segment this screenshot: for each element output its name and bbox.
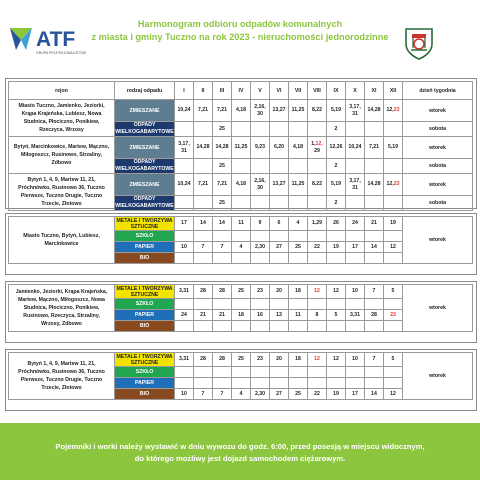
date-cell: 28: [194, 285, 213, 299]
region-cell: Bytyń, Marcinkowice, Martew, Mączno, Miłogoszcz, Rusinowo, Strzaliny, Zdbowo: [9, 137, 115, 174]
page-title: [90, 18, 390, 44]
date-cell: 17: [175, 217, 194, 231]
footer-line-2: do którego możliwy jest dojazd samochodem ciężarowym.: [134, 454, 346, 463]
weekday-cell: wtorek: [403, 174, 473, 196]
date-cell: [327, 253, 346, 264]
date-cell: [175, 159, 194, 174]
date-cell: 4: [289, 217, 308, 231]
table-row-metal: [9, 353, 473, 367]
date-cell: [346, 196, 365, 211]
date-cell: 1,29: [308, 217, 327, 231]
date-cell: [194, 231, 213, 242]
date-cell: 9,23: [251, 137, 270, 159]
date-cell: 12,23: [384, 174, 403, 196]
date-cell: 4,18: [289, 137, 308, 159]
date-cell: 4: [232, 242, 251, 253]
date-cell: 12: [308, 285, 327, 299]
atf-logo-mark-icon: [8, 26, 34, 52]
date-cell: [365, 159, 384, 174]
weekday-cell: wtorek: [403, 217, 473, 264]
date-cell: 28: [213, 353, 232, 367]
date-cell: [175, 196, 194, 211]
date-cell: [270, 253, 289, 264]
segregated-waste-table-3: [8, 352, 473, 400]
table-row-metal: [9, 285, 473, 299]
date-cell: 3,17, 31: [175, 137, 194, 159]
column-header-month: XI: [365, 82, 384, 100]
column-header-month: I: [175, 82, 194, 100]
date-cell: 2: [327, 196, 346, 211]
date-cell: [232, 367, 251, 378]
date-cell: 14,28: [365, 100, 384, 122]
segregated-waste-table-2: [8, 284, 473, 332]
date-cell: [175, 378, 194, 389]
date-cell: [175, 231, 194, 242]
title-line-2: z miasta i gminy Tuczno na rok 2023 - nieruchomości jednorodzinne: [91, 32, 389, 42]
date-cell: [346, 253, 365, 264]
weekday-cell: wtorek: [403, 353, 473, 400]
date-cell: [289, 196, 308, 211]
date-cell: 10,24: [175, 100, 194, 122]
date-cell: [232, 196, 251, 211]
date-cell: 11,25: [289, 174, 308, 196]
footer-line-1: Pojemniki i worki należy wystawić w dniu wywozu do godz. 6:00, przed posesją w miejscu widocznym,: [55, 442, 425, 451]
waste-type-mixed: ZMIESZANE: [115, 100, 175, 122]
date-cell: [251, 122, 270, 137]
atf-logo: [8, 26, 98, 60]
date-cell: 7,21: [213, 100, 232, 122]
date-cell: [365, 231, 384, 242]
date-cell: [308, 299, 327, 310]
weekday-cell: sobota: [403, 122, 473, 137]
column-header-month: VIII: [308, 82, 327, 100]
date-cell: 6: [270, 217, 289, 231]
title-line-1: Harmonogram odbioru odpadów komunalnych: [137, 19, 343, 29]
date-cell: [175, 122, 194, 137]
date-cell: 3,17, 31: [346, 174, 365, 196]
date-cell: [251, 378, 270, 389]
date-cell: [175, 367, 194, 378]
column-header-waste-type: rodzaj odpadu: [115, 82, 175, 100]
date-cell: [175, 299, 194, 310]
logo-subtext: GRUPA PROFESJONALISTÓW: [36, 51, 87, 55]
date-cell: 5: [384, 285, 403, 299]
date-cell: [289, 159, 308, 174]
date-cell: 4: [232, 389, 251, 400]
date-cell: 20: [270, 353, 289, 367]
waste-type-glass: SZKŁO: [115, 367, 175, 378]
column-header-month: II: [194, 82, 213, 100]
date-cell: 12: [308, 353, 327, 367]
date-cell: [232, 378, 251, 389]
column-header-month: V: [251, 82, 270, 100]
waste-type-bio: BIO: [115, 389, 175, 400]
date-cell: 9: [251, 217, 270, 231]
date-cell: 5: [384, 353, 403, 367]
date-cell: 20: [270, 285, 289, 299]
date-cell: [194, 159, 213, 174]
date-cell: 28: [213, 285, 232, 299]
date-cell: 25: [289, 242, 308, 253]
date-cell: [175, 321, 194, 332]
date-cell: 25: [213, 122, 232, 137]
date-cell: 7: [213, 242, 232, 253]
waste-type-paper: PAPIER: [115, 242, 175, 253]
date-cell: 12: [327, 353, 346, 367]
date-cell: 3,31: [346, 310, 365, 321]
date-cell: [270, 378, 289, 389]
date-cell: 8,22: [308, 100, 327, 122]
column-header-weekday: dzień tygodnia: [403, 82, 473, 100]
date-cell: 2,16, 30: [251, 100, 270, 122]
date-cell: 19: [384, 217, 403, 231]
date-cell: [270, 196, 289, 211]
date-cell: [194, 253, 213, 264]
date-cell: [270, 231, 289, 242]
date-cell: [213, 231, 232, 242]
date-cell: [251, 253, 270, 264]
date-cell: [308, 196, 327, 211]
table-row-mixed: [9, 174, 473, 196]
date-cell: 7: [213, 389, 232, 400]
date-cell: 6,20: [270, 137, 289, 159]
waste-type-bulky: ODPADY WIELKOGABARYTOWE: [115, 159, 174, 172]
date-cell: 3,31: [175, 285, 194, 299]
date-cell: 14: [194, 217, 213, 231]
date-cell: 5,19: [384, 137, 403, 159]
date-cell: [384, 253, 403, 264]
date-cell: [384, 196, 403, 211]
date-cell: [346, 321, 365, 332]
waste-type-glass: SZKŁO: [115, 231, 175, 242]
date-cell: [232, 299, 251, 310]
region-cell: Miasto Tuczno, Jamienko, Jeziorki, Krąpa Krajeńska, Lubiesz, Nowa Studnica, Płociczno, Ponikiew, Rzeczyca, Wrzosy: [9, 100, 115, 137]
date-cell: 3,31: [175, 353, 194, 367]
date-cell: 24: [175, 310, 194, 321]
date-cell: [289, 231, 308, 242]
date-cell: 4,18: [232, 174, 251, 196]
date-cell: 17: [346, 242, 365, 253]
date-cell: [251, 367, 270, 378]
date-cell: 5,19: [327, 174, 346, 196]
date-cell: 10,24: [175, 174, 194, 196]
date-cell: 21: [365, 217, 384, 231]
date-cell: 11: [289, 310, 308, 321]
date-cell: [289, 367, 308, 378]
date-cell: 27: [270, 389, 289, 400]
date-cell: 12,23: [384, 100, 403, 122]
date-cell: 14: [365, 242, 384, 253]
column-header-month: VII: [289, 82, 308, 100]
date-cell: [346, 122, 365, 137]
date-cell: [289, 299, 308, 310]
date-cell: 5: [327, 310, 346, 321]
date-cell: 23: [251, 353, 270, 367]
date-cell: 7: [194, 389, 213, 400]
date-cell: 11,25: [289, 100, 308, 122]
table-row-metal: [9, 217, 473, 231]
waste-type-bio: BIO: [115, 253, 175, 264]
date-cell: [270, 321, 289, 332]
date-cell: [194, 299, 213, 310]
waste-type-bulky: ODPADY WIELKOGABARYTOWE: [115, 122, 174, 135]
date-cell: [194, 321, 213, 332]
date-cell: [327, 367, 346, 378]
date-cell: 10: [346, 353, 365, 367]
date-cell: 21: [213, 310, 232, 321]
date-cell: 2,16, 30: [251, 174, 270, 196]
date-cell: [384, 378, 403, 389]
date-cell: [194, 378, 213, 389]
date-cell: [365, 196, 384, 211]
date-cell: [308, 231, 327, 242]
date-cell: 26: [327, 217, 346, 231]
date-cell: [308, 253, 327, 264]
waste-type-glass: SZKŁO: [115, 299, 175, 310]
date-cell: [270, 122, 289, 137]
date-cell: 25: [213, 196, 232, 211]
date-cell: [289, 253, 308, 264]
date-cell: 7,21: [213, 174, 232, 196]
date-cell: 13,27: [270, 174, 289, 196]
waste-type-metal: METALE I TWORZYWA SZTUCZNE: [116, 285, 173, 298]
date-cell: 19: [327, 389, 346, 400]
date-cell: [270, 299, 289, 310]
date-cell: [308, 367, 327, 378]
date-cell: [251, 159, 270, 174]
weekday-cell: wtorek: [403, 137, 473, 159]
date-cell: [384, 367, 403, 378]
date-cell: [175, 253, 194, 264]
date-cell: [232, 253, 251, 264]
date-cell: 18: [289, 353, 308, 367]
date-cell: [289, 122, 308, 137]
date-cell: 2,30: [251, 242, 270, 253]
date-cell: 3,17, 31: [346, 100, 365, 122]
waste-type-mixed: ZMIESZANE: [115, 137, 175, 159]
date-cell: 12: [327, 285, 346, 299]
date-cell: [289, 321, 308, 332]
region-cell: Bytyń 1, 4, 9, Martew 11, 21, Próchnówko, Rusinowo 36, Tuczno Pierwsze, Tuczno Drugie, Tuczno Trzecie, Złotowo: [9, 353, 115, 400]
date-cell: 2,30: [251, 389, 270, 400]
column-header-month: IV: [232, 82, 251, 100]
date-cell: 14: [213, 217, 232, 231]
date-cell: 23: [251, 285, 270, 299]
date-cell: 7: [365, 353, 384, 367]
date-cell: [251, 196, 270, 211]
date-cell: [213, 378, 232, 389]
date-cell: [194, 122, 213, 137]
waste-type-bio: BIO: [115, 321, 175, 332]
region-cell: Jamienko, Jeziorki, Krąpa Krajeńska, Martew, Mączno, Miłogoszcz, Nowa Studnica, Płociczno, Ponikiew, Rusinowo, Rzeczyca, Strzaliny, Wrzosy, Zdbowo: [9, 285, 115, 332]
date-cell: 2: [327, 159, 346, 174]
weekday-cell: sobota: [403, 159, 473, 174]
waste-type-bulky: ODPADY WIELKOGABARYTOWE: [115, 196, 174, 209]
date-cell: 11: [232, 217, 251, 231]
logo-text: ATF: [36, 28, 76, 51]
date-cell: 12: [384, 242, 403, 253]
date-cell: [346, 231, 365, 242]
date-cell: [384, 159, 403, 174]
weekday-cell: sobota: [403, 196, 473, 211]
date-cell: 25: [232, 353, 251, 367]
date-cell: [251, 299, 270, 310]
table-row-mixed: [9, 137, 473, 159]
date-cell: 7,21: [194, 100, 213, 122]
date-cell: 28: [194, 353, 213, 367]
date-cell: [365, 321, 384, 332]
date-cell: 17: [346, 389, 365, 400]
date-cell: 13: [270, 310, 289, 321]
date-cell: 13,27: [270, 100, 289, 122]
date-cell: 14,28: [365, 174, 384, 196]
date-cell: 18: [289, 285, 308, 299]
date-cell: 7: [365, 285, 384, 299]
footer-notice: [0, 423, 480, 480]
date-cell: [346, 159, 365, 174]
waste-type-mixed: ZMIESZANE: [115, 174, 175, 196]
date-cell: [213, 367, 232, 378]
date-cell: [365, 378, 384, 389]
date-cell: [194, 367, 213, 378]
date-cell: 25: [213, 159, 232, 174]
date-cell: [365, 253, 384, 264]
footer-text: [30, 441, 450, 465]
column-header-month: X: [346, 82, 365, 100]
date-cell: 4,18: [232, 100, 251, 122]
date-cell: 22: [308, 389, 327, 400]
date-cell: [365, 367, 384, 378]
date-cell: 7,21: [365, 137, 384, 159]
date-cell: 8,22: [308, 174, 327, 196]
date-cell: 14,28: [194, 137, 213, 159]
date-cell: [384, 299, 403, 310]
date-cell: [213, 253, 232, 264]
date-cell: 19: [327, 242, 346, 253]
column-header-month: VI: [270, 82, 289, 100]
date-cell: [270, 159, 289, 174]
date-cell: 12,26: [327, 137, 346, 159]
table-header-row: [9, 82, 473, 100]
date-cell: [346, 367, 365, 378]
waste-type-metal: METALE I TWORZYWA SZTUCZNE: [116, 353, 173, 366]
column-header-month: IX: [327, 82, 346, 100]
segregated-waste-table-1: [8, 216, 473, 264]
date-cell: 7,21: [194, 174, 213, 196]
date-cell: [194, 196, 213, 211]
weekday-cell: wtorek: [403, 285, 473, 332]
waste-type-paper: PAPIER: [115, 378, 175, 389]
date-cell: 8: [308, 310, 327, 321]
date-cell: 10,24: [346, 137, 365, 159]
date-cell: 1,12, 29: [308, 137, 327, 159]
weekday-cell: wtorek: [403, 100, 473, 122]
column-header-region: rejon: [9, 82, 115, 100]
date-cell: [232, 159, 251, 174]
date-cell: [365, 299, 384, 310]
date-cell: 12: [384, 389, 403, 400]
table-row-mixed: [9, 100, 473, 122]
date-cell: 11,25: [232, 137, 251, 159]
date-cell: 27: [270, 242, 289, 253]
date-cell: 21: [194, 310, 213, 321]
date-cell: [384, 321, 403, 332]
date-cell: 10: [175, 389, 194, 400]
date-cell: [213, 299, 232, 310]
date-cell: [308, 378, 327, 389]
column-header-month: III: [213, 82, 232, 100]
date-cell: 22: [308, 242, 327, 253]
date-cell: [251, 231, 270, 242]
date-cell: [327, 231, 346, 242]
region-cell: Bytyń 1, 4, 9, Martew 11, 21, Próchnówko, Rusinowo 36, Tuczno Pierwsze, Tuczno Drugie, Tuczno Trzecie, Złotowo: [9, 174, 115, 211]
date-cell: 5,19: [327, 100, 346, 122]
date-cell: 10: [346, 285, 365, 299]
date-cell: [365, 122, 384, 137]
date-cell: [270, 367, 289, 378]
date-cell: [384, 122, 403, 137]
date-cell: [289, 378, 308, 389]
date-cell: 25: [232, 285, 251, 299]
date-cell: [327, 299, 346, 310]
date-cell: [346, 378, 365, 389]
date-cell: [308, 159, 327, 174]
date-cell: [213, 321, 232, 332]
date-cell: 25: [289, 389, 308, 400]
date-cell: 14: [365, 389, 384, 400]
date-cell: [346, 299, 365, 310]
date-cell: 7: [194, 242, 213, 253]
date-cell: [384, 231, 403, 242]
date-cell: 18: [232, 310, 251, 321]
date-cell: [232, 321, 251, 332]
date-cell: 23: [384, 310, 403, 321]
mixed-waste-table: [8, 81, 473, 211]
region-cell: Miasto Tuczno, Bytyń, Lubiesz, Marcinkowice: [9, 217, 115, 264]
date-cell: 2: [327, 122, 346, 137]
waste-type-metal: METALE I TWORZYWA SZTUCZNE: [116, 217, 173, 230]
date-cell: [327, 321, 346, 332]
coat-of-arms-icon: [402, 26, 436, 60]
date-cell: [251, 321, 270, 332]
date-cell: [308, 122, 327, 137]
date-cell: 28: [365, 310, 384, 321]
date-cell: 16: [251, 310, 270, 321]
date-cell: [308, 321, 327, 332]
date-cell: [232, 231, 251, 242]
date-cell: 14,28: [213, 137, 232, 159]
date-cell: [327, 378, 346, 389]
waste-type-paper: PAPIER: [115, 310, 175, 321]
date-cell: 10: [175, 242, 194, 253]
header: [0, 0, 480, 74]
date-cell: [232, 122, 251, 137]
date-cell: 24: [346, 217, 365, 231]
column-header-month: XII: [384, 82, 403, 100]
